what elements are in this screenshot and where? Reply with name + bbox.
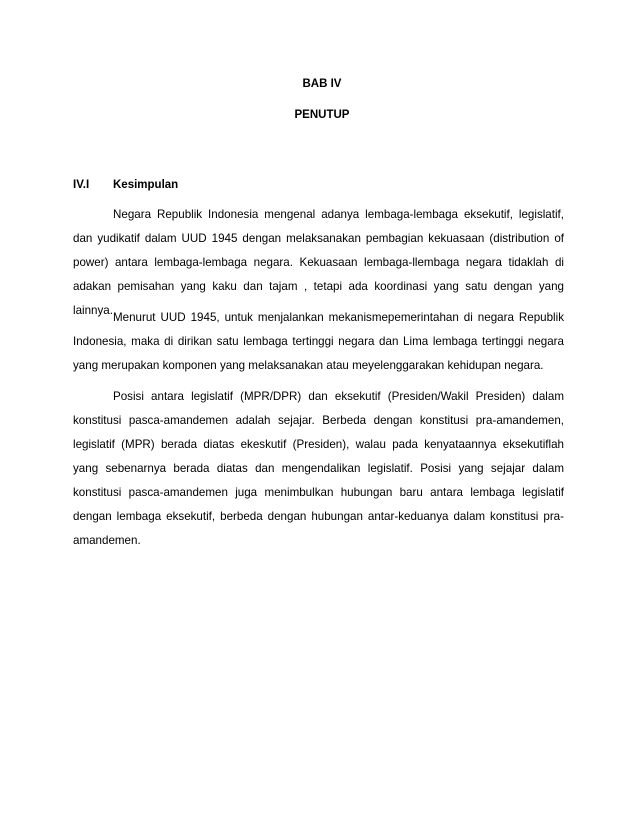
section-title: Kesimpulan xyxy=(113,179,179,191)
paragraph-1: Negara Republik Indonesia mengenal adanya lembaga-lembaga eksekutif, legislatif, dan yudikatif dalam UUD 1945 dengan melaksanakan pembagian kekuasaan (distribution of power) antara lembaga-lembaga negara. Kekuasaan lembaga-llembaga negara tidaklah di adakan pemisahan yang kaku dan tajam , tetapi ada koordinasi yang satu dengan yang lainnya. xyxy=(73,208,564,317)
section-number: IV.I xyxy=(73,179,90,191)
chapter-title: PENUTUP xyxy=(294,109,350,121)
paragraph-2: Menurut UUD 1945, untuk menjalankan mekanismepemerintahan di negara Republik Indonesia, maka di dirikan satu lembaga tertinggi negara dan Lima lembaga tertinggi negara yang merupakan komponen yang melaksanakan atau meyelenggarakan kehidupan negara. xyxy=(73,311,564,372)
chapter-heading: BAB IV xyxy=(302,78,342,90)
paragraph-3: Posisi antara legislatif (MPR/DPR) dan eksekutif (Presiden/Wakil Presiden) dalam konstitusi pasca-amandemen adalah sejajar. Berbeda dengan konstitusi pra-amandemen, legislatif (MPR) berada diatas ekeskutif (Presiden), walau pada kenyataannya eksekutiflah yang sebenarnya berada diatas dan mengendalikan legislatif. Posisi yang sejajar dalam konstitusi pasca-amandemen juga menimbulkan hubungan baru antara lembaga legislatif dengan lembaga eksekutif, berbeda dengan hubungan antar-keduanya dalam konstitusi pra-amandemen. xyxy=(73,390,564,547)
section-heading xyxy=(73,178,568,192)
